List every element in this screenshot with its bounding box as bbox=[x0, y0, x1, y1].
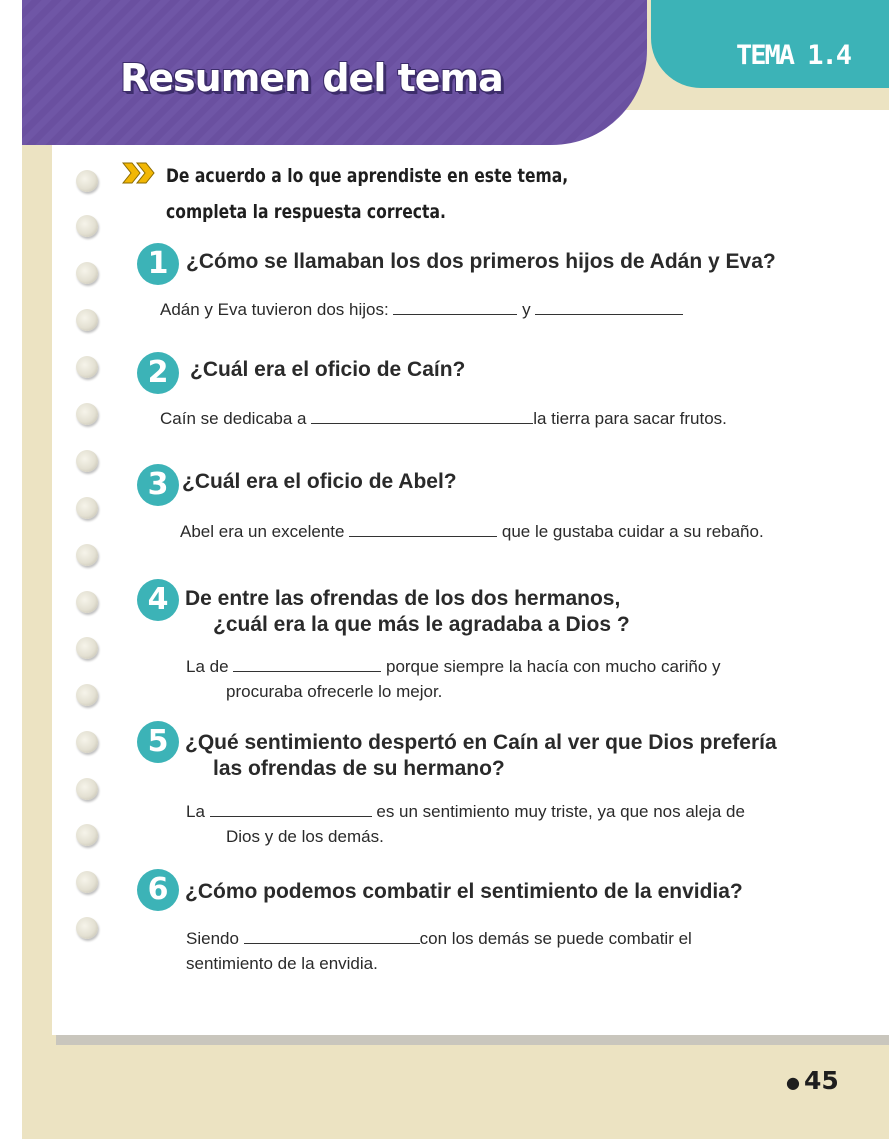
question-text: ¿Cómo se llamaban los dos primeros hijos de Adán y Eva? bbox=[186, 250, 776, 273]
tema-label: TEMA 1.4 bbox=[736, 40, 851, 71]
notebook-hole bbox=[76, 262, 98, 284]
answer-blank[interactable] bbox=[535, 297, 683, 315]
answer-text: procuraba ofrecerle lo mejor. bbox=[226, 682, 443, 701]
answer-blank[interactable] bbox=[349, 519, 497, 537]
notebook-hole bbox=[76, 731, 98, 753]
notebook-hole bbox=[76, 403, 98, 425]
notebook-hole bbox=[76, 778, 98, 800]
notebook-hole bbox=[76, 544, 98, 566]
answer-blank[interactable] bbox=[311, 406, 533, 424]
notebook-hole bbox=[76, 356, 98, 378]
question-number-badge: 3 bbox=[137, 464, 179, 506]
question-text bbox=[185, 586, 630, 638]
answer-blank[interactable] bbox=[233, 654, 381, 672]
page-number-value: 45 bbox=[803, 1066, 839, 1095]
question-text: ¿Cómo podemos combatir el sentimiento de la envidia? bbox=[185, 880, 743, 903]
question-text: ¿Cuál era el oficio de Caín? bbox=[190, 358, 466, 381]
notebook-hole bbox=[76, 591, 98, 613]
notebook-hole bbox=[76, 450, 98, 472]
answer-text: La de bbox=[186, 657, 234, 676]
question-number-badge: 1 bbox=[137, 243, 179, 285]
answer-blank[interactable] bbox=[393, 297, 517, 315]
answer-text: que le gustaba cuidar a su rebaño. bbox=[497, 522, 764, 541]
question-number-badge: 5 bbox=[137, 721, 179, 763]
answer-text: Abel era un excelente bbox=[180, 522, 350, 541]
answer-text: sentimiento de la envidia. bbox=[186, 954, 378, 973]
question-line: ¿cuál era la que más le agradaba a Dios ? bbox=[213, 613, 630, 636]
notebook-hole bbox=[76, 824, 98, 846]
notebook-hole bbox=[76, 497, 98, 519]
question-line: las ofrendas de su hermano? bbox=[213, 757, 505, 780]
double-chevron-icon bbox=[122, 160, 158, 186]
answer-blank[interactable] bbox=[210, 799, 372, 817]
notebook-hole bbox=[76, 684, 98, 706]
notebook-hole bbox=[76, 917, 98, 939]
question-number-badge: 4 bbox=[137, 579, 179, 621]
question-number-badge: 6 bbox=[137, 869, 179, 911]
answer-text: es un sentimiento muy triste, ya que nos aleja de bbox=[371, 802, 745, 821]
question-text: ¿Cuál era el oficio de Abel? bbox=[182, 470, 457, 493]
page-title: Resumen del tema bbox=[120, 56, 503, 100]
notebook-hole bbox=[76, 215, 98, 237]
notebook-hole bbox=[76, 170, 98, 192]
answer-text: y bbox=[517, 300, 536, 319]
answer-text: Dios y de los demás. bbox=[226, 827, 384, 846]
answer-blank[interactable] bbox=[244, 926, 420, 944]
answer-line bbox=[180, 519, 764, 544]
question-number-badge: 2 bbox=[137, 352, 179, 394]
instructions-text: De acuerdo a lo que aprendiste en este tema, completa la respuesta correcta. bbox=[166, 165, 569, 223]
answer-line bbox=[186, 926, 692, 976]
question-line: De entre las ofrendas de los dos hermanos, bbox=[185, 587, 621, 610]
answer-text: Siendo bbox=[186, 929, 244, 948]
notebook-hole bbox=[76, 871, 98, 893]
answer-line bbox=[186, 654, 721, 704]
answer-text: La bbox=[186, 802, 210, 821]
answer-text: Caín se dedicaba a bbox=[160, 409, 312, 428]
answer-text: Adán y Eva tuvieron dos hijos: bbox=[160, 300, 394, 319]
question-line: ¿Qué sentimiento despertó en Caín al ver que Dios prefería bbox=[185, 731, 777, 754]
answer-line bbox=[186, 799, 745, 849]
page-number bbox=[786, 1066, 839, 1095]
notebook-hole bbox=[76, 637, 98, 659]
notebook-hole bbox=[76, 309, 98, 331]
answer-text: con los demás se puede combatir el bbox=[419, 929, 692, 948]
answer-text: la tierra para sacar frutos. bbox=[533, 409, 727, 428]
answer-line bbox=[160, 297, 683, 322]
question-text bbox=[185, 730, 777, 782]
answer-line bbox=[160, 406, 727, 431]
bullet-icon: ● bbox=[786, 1072, 800, 1092]
answer-text: porque siempre la hacía con mucho cariño y bbox=[381, 657, 721, 676]
